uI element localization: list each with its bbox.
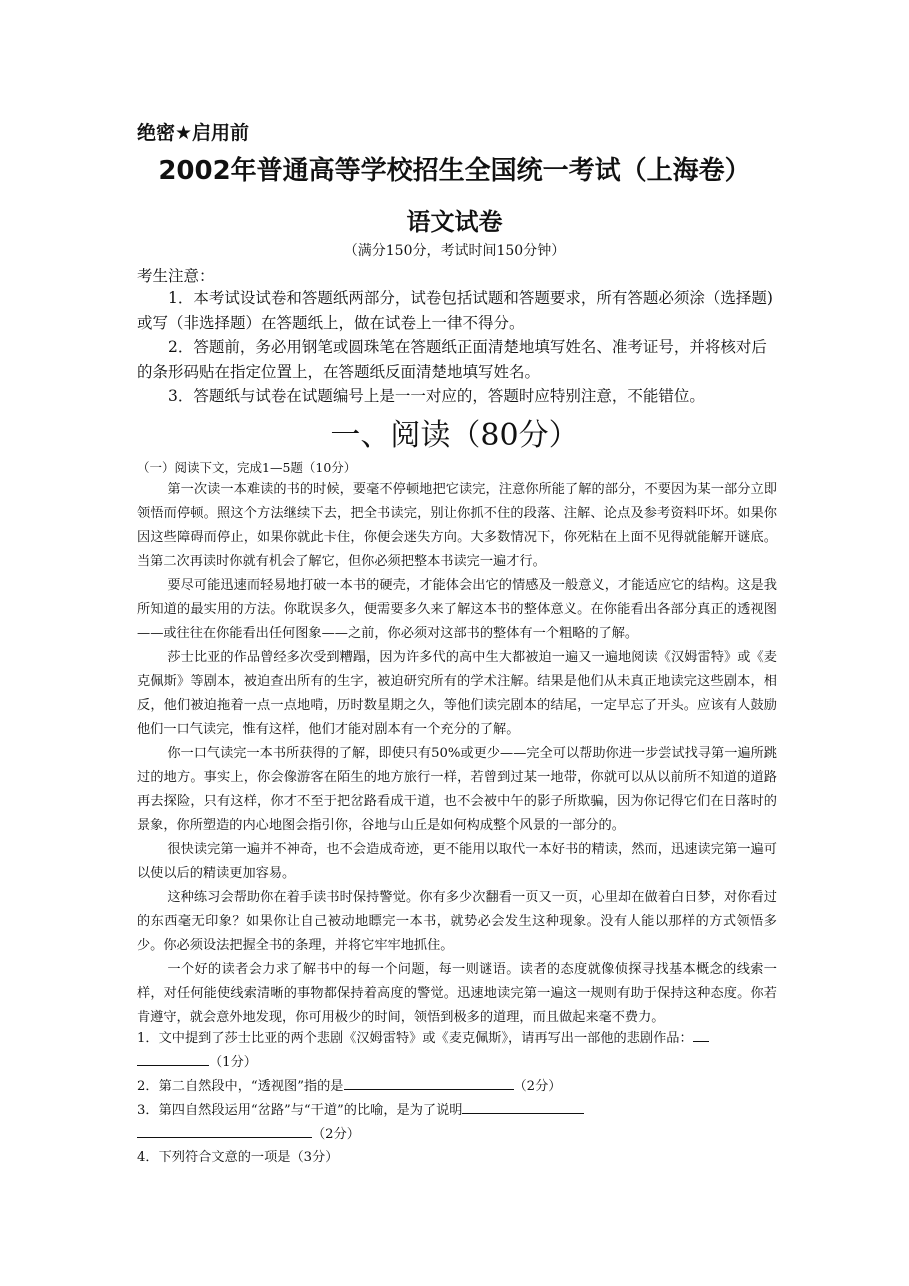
paragraph: 第一次读一本难读的书的时候，要毫不停顿地把它读完，注意你所能了解的部分，不要因为某一部分立即领悟而停顿。照这个方法继续下去，把全书读完，别让你抓不住的段落、注解、论点及参考资料吓坏。如果你因这些障碍而停止，如果你就此卡住，你便会迷失方向。大多数情况下，你死粘在上面不见得就能解开谜底。当第二次再读时你就有机会了解它，但你必须把整本书读完一遍才行。 bbox=[137, 482, 777, 569]
part-label: （一）阅读下文，完成1—5题（10分） bbox=[137, 460, 357, 475]
question-4: 4．下列符合文意的一项是（3分） bbox=[137, 1150, 339, 1165]
answer-blank-2[interactable] bbox=[344, 1074, 514, 1090]
secret-mark: 绝密★启用前 bbox=[137, 122, 250, 144]
exam-title: 2002年普通高等学校招生全国统一考试（上海卷） bbox=[158, 156, 751, 186]
question-3-text: 3．第四自然段运用“岔路”与“干道”的比喻，是为了说明 bbox=[137, 1103, 463, 1118]
notice-heading: 考生注意： bbox=[137, 267, 215, 285]
question-2-score: （2分） bbox=[513, 1079, 562, 1094]
paragraph: 莎士比亚的作品曾经多次受到糟蹋，因为许多代的高中生大都被迫一遍又一遍地阅读《汉姆雷特》或《麦克佩斯》等剧本，被迫查出所有的生字，被迫研究所有的学术注解。结果是他们从未真正地读完这些剧本，相反，他们被迫拖着一点一点地啃，历时数星期之久，等他们读完剧本的结尾，一定早忘了开头。应该有人鼓励他们一口气读完，惟有这样，他们才能对剧本有一个充分的了解。 bbox=[137, 650, 777, 737]
question-1-text: 1．文中提到了莎士比亚的两个悲剧《汉姆雷特》或《麦克佩斯》，请再写出一部他的悲剧作品： bbox=[137, 1031, 693, 1046]
exam-subtitle: 语文试卷 bbox=[406, 208, 503, 236]
notice-item-1: 1．本考试设试卷和答题纸两部分，试卷包括试题和答题要求，所有答题必须涂（选择题)或写（非选择题）在答题纸上，做在试卷上一律不得分。 bbox=[137, 289, 773, 332]
answer-blank-1b[interactable] bbox=[137, 1050, 209, 1066]
question-2-text: 2．第二自然段中，“透视图”指的是 bbox=[137, 1079, 344, 1094]
question-1-score: （1分） bbox=[209, 1055, 257, 1070]
question-1 bbox=[137, 1026, 777, 1051]
answer-blank-1a[interactable] bbox=[693, 1026, 709, 1042]
question-1-cont bbox=[137, 1050, 777, 1075]
answer-blank-3a[interactable] bbox=[462, 1098, 584, 1114]
paragraph: 这种练习会帮助你在着手读书时保持警觉。你有多少次翻看一页又一页，心里却在做着白日梦，对你看过的东西毫无印象？如果你让自己被动地瞟完一本书，就势必会发生这种现象。没有人能以那样的方式领悟多少。你必须设法把握全书的条理，并将它牢牢地抓住。 bbox=[137, 890, 777, 953]
question-2 bbox=[137, 1074, 777, 1099]
question-3-cont bbox=[137, 1122, 777, 1147]
notice-item-3: 3．答题纸与试卷在试题编号上是一一对应的，答题时应特别注意，不能错位。 bbox=[168, 387, 705, 405]
paragraph: 一个好的读者会力求了解书中的每一个问题，每一则谜语。读者的态度就像侦探寻找基本概念的线索一样，对任何能使线索清晰的事物都保持着高度的警觉。迅速地读完第一遍这一规则有助于保持这种态度。你若肯遵守，就会意外地发现，你可用极少的时间，领悟到极多的道理，而且做起来毫不费力。 bbox=[137, 962, 777, 1025]
paragraph: 很快读完第一遍并不神奇，也不会造成奇迹，更不能用以取代一本好书的精读，然而，迅速读完第一遍可以使以后的精读更加容易。 bbox=[137, 842, 777, 881]
exam-meta: （满分150分，考试时间150分钟） bbox=[343, 243, 566, 259]
notice-item-2: 2．答题前，务必用钢笔或圆珠笔在答题纸正面清楚地填写姓名、准考证号，并将核对后的条形码贴在指定位置上，在答题纸反面清楚地填写姓名。 bbox=[137, 338, 767, 381]
reading-passage bbox=[137, 478, 777, 1030]
paragraph: 你一口气读完一本书所获得的了解，即使只有50%或更少——完全可以帮助你进一步尝试找寻第一遍所跳过的地方。事实上，你会像游客在陌生的地方旅行一样，若曾到过某一地带，你就可以从以前所不知道的道路再去探险，只有这样，你才不至于把岔路看成干道，也不会被中午的影子所欺骗，因为你记得它们在日落时的景象，你所塑造的内心地图会指引你，谷地与山丘是如何构成整个风景的一部分的。 bbox=[137, 746, 777, 833]
question-3-score: （2分） bbox=[312, 1127, 360, 1142]
question-3 bbox=[137, 1098, 777, 1123]
section-title: 一、阅读（80分） bbox=[330, 418, 579, 453]
paragraph: 要尽可能迅速而轻易地打破一本书的硬壳，才能体会出它的情感及一般意义，才能适应它的结构。这是我所知道的最实用的方法。你耽误多久，便需要多久来了解这本书的整体意义。在你能看出各部分真正的透视图——或往往在你能看出任何图象——之前，你必须对这部书的整体有一个粗略的了解。 bbox=[137, 578, 777, 641]
answer-blank-3b[interactable] bbox=[137, 1122, 312, 1138]
